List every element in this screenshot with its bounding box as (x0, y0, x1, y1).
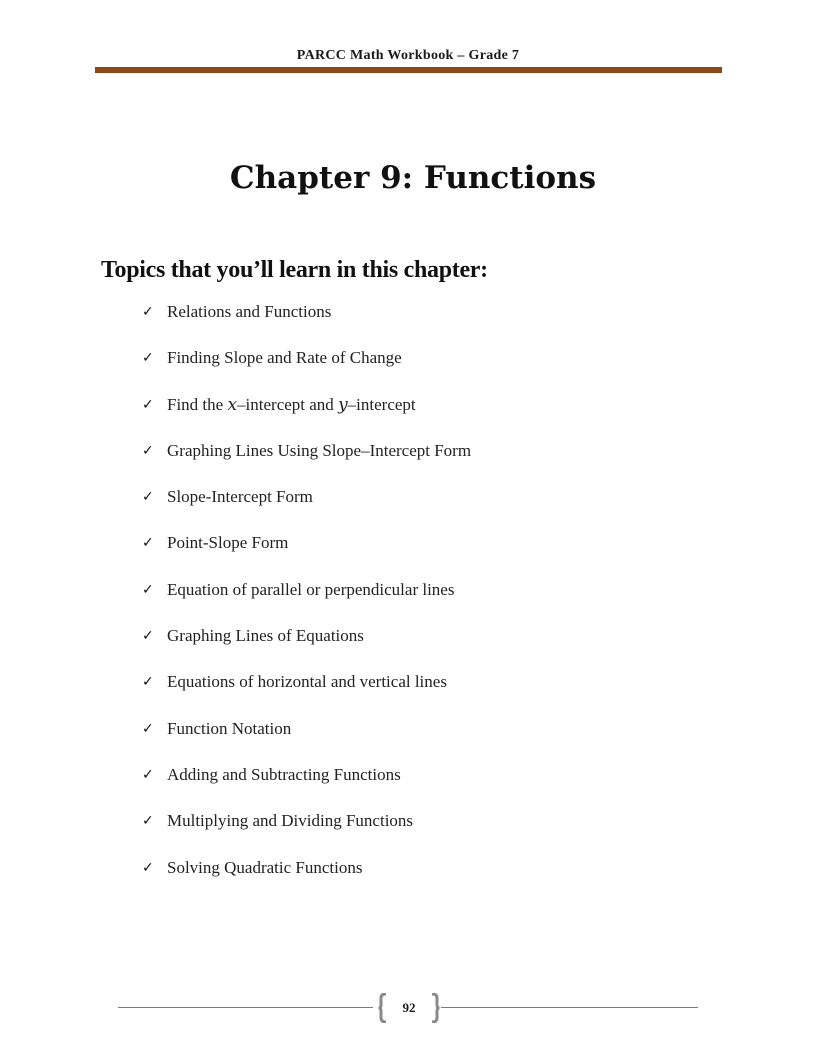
topic-text-part: –intercept and (237, 394, 339, 414)
footer-rule-left (118, 1007, 373, 1008)
chapter-title: Chapter 9: Functions (229, 160, 597, 196)
topic-text: Point-Slope Form (167, 533, 289, 553)
topic-text: Solving Quadratic Functions (167, 857, 363, 877)
topic-text: Finding Slope and Rate of Change (167, 348, 402, 368)
checkmark-icon: ✓ (142, 628, 154, 645)
checkmark-icon: ✓ (142, 489, 154, 506)
checkmark-icon: ✓ (142, 535, 154, 552)
topic-item (142, 578, 471, 624)
topic-item (142, 393, 471, 439)
topic-text: Multiplying and Dividing Functions (167, 811, 414, 831)
header-rule (95, 67, 722, 73)
topic-text: Equation of parallel or perpendicular lines (167, 579, 455, 599)
topic-item (142, 809, 471, 855)
topic-item (142, 717, 471, 763)
checkmark-icon: ✓ (142, 350, 154, 367)
checkmark-icon: ✓ (142, 766, 154, 783)
topic-text: Relations and Functions (167, 302, 332, 321)
topics-heading: Topics that you’ll learn in this chapter: (101, 257, 488, 283)
topic-text-part: Find the (167, 394, 228, 414)
topic-text: Graphing Lines of Equations (167, 626, 364, 646)
topic-text: Equations of horizontal and vertical lines (167, 672, 447, 692)
topic-list (142, 300, 471, 902)
checkmark-icon: ✓ (142, 859, 154, 876)
topic-text: Slope-Intercept Form (167, 487, 313, 507)
topic-item (142, 670, 471, 716)
checkmark-icon: ✓ (142, 396, 154, 413)
checkmark-icon: ✓ (142, 442, 154, 459)
checkmark-icon: ✓ (142, 674, 154, 691)
topic-text: Adding and Subtracting Functions (167, 764, 401, 784)
topic-text-part: –intercept (347, 394, 416, 414)
checkmark-icon: ✓ (142, 813, 154, 830)
page-number-box (378, 993, 440, 1023)
topic-item (142, 531, 471, 577)
footer-rule-right (441, 1007, 698, 1008)
topic-item (142, 856, 471, 902)
topic-item (142, 439, 471, 485)
math-variable-x: x (227, 394, 238, 415)
topic-item (142, 763, 471, 809)
checkmark-icon: ✓ (142, 581, 154, 598)
math-variable-y: y (338, 394, 348, 415)
checkmark-icon: ✓ (142, 304, 154, 320)
topic-item (142, 624, 471, 670)
running-header: PARCC Math Workbook – Grade 7 (296, 48, 520, 63)
topic-item (142, 485, 471, 531)
topic-text: Graphing Lines Using Slope–Intercept Form (167, 440, 472, 460)
checkmark-icon: ✓ (142, 720, 154, 737)
topic-item (142, 300, 471, 346)
topic-text: Function Notation (167, 718, 292, 738)
page-number: 92 (402, 1000, 416, 1015)
topic-item (142, 346, 471, 392)
topic-text (167, 393, 416, 417)
